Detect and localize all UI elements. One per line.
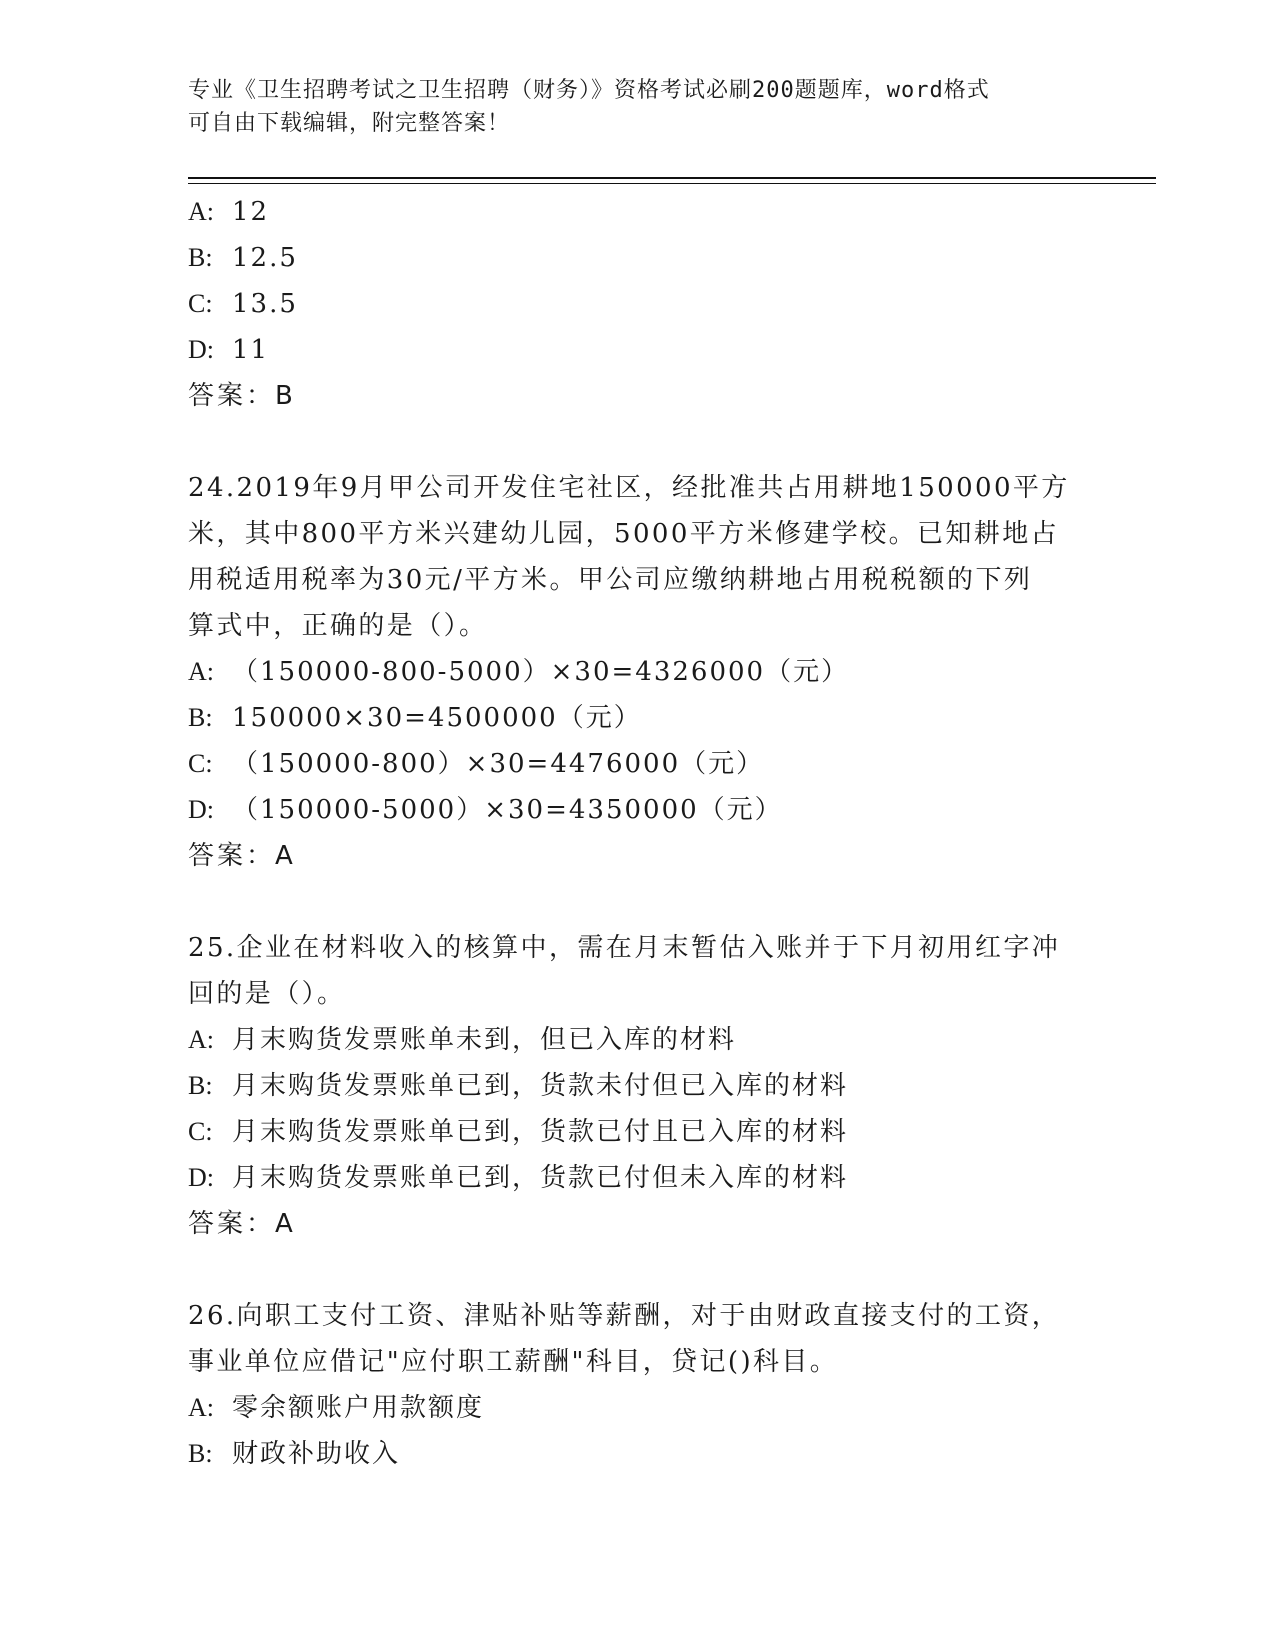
- question-26-block: [188, 1293, 1088, 1477]
- option-letter: A:: [188, 657, 214, 686]
- option-a: [188, 189, 1088, 235]
- option-letter: A:: [188, 1393, 214, 1422]
- question-text: [188, 925, 1088, 1017]
- question-text: [188, 1293, 1088, 1385]
- option-d: [188, 327, 1088, 373]
- option-text: （150000-800）×30=4476000（元）: [232, 749, 765, 779]
- option-b: [188, 235, 1088, 281]
- option-letter: B:: [188, 703, 213, 732]
- option-letter: C:: [188, 749, 213, 778]
- question-text-line: 26.向职工支付工资、津贴补贴等薪酬，对于由财政直接支付的工资，: [188, 1301, 1061, 1331]
- option-letter: C:: [188, 1117, 213, 1146]
- option-d: [188, 1155, 1088, 1201]
- header-line-1: 专业《卫生招聘考试之卫生招聘（财务）》资格考试必刷200题题库，word格式: [188, 78, 990, 103]
- question-list: [188, 189, 1088, 1477]
- option-b: [188, 695, 1088, 741]
- option-letter: D:: [188, 335, 214, 364]
- option-c: [188, 741, 1088, 787]
- question-text-line: 25.企业在材料收入的核算中，需在月末暂估入账并于下月初用红字冲: [188, 933, 1061, 963]
- question-text-line: 回的是（）。: [188, 979, 346, 1009]
- option-text: 月末购货发票账单已到，货款已付但未入库的材料: [232, 1163, 849, 1193]
- option-text: 月末购货发票账单已到，货款未付但已入库的材料: [232, 1071, 849, 1101]
- option-letter: B:: [188, 1439, 213, 1468]
- header-line-2: 可自由下载编辑，附完整答案！: [188, 111, 511, 136]
- option-text: 150000×30=4500000（元）: [232, 703, 642, 733]
- option-text: 月末购货发票账单未到，但已入库的材料: [232, 1025, 737, 1055]
- option-text: 月末购货发票账单已到，货款已付且已入库的材料: [232, 1117, 849, 1147]
- option-letter: A:: [188, 197, 214, 226]
- option-b: [188, 1431, 1088, 1477]
- answer-line: 答案：A: [188, 1209, 296, 1239]
- option-a: [188, 1017, 1088, 1063]
- option-letter: A:: [188, 1025, 214, 1054]
- answer-line: 答案：B: [188, 381, 296, 411]
- question-23-block: [188, 189, 1088, 419]
- option-c: [188, 281, 1088, 327]
- page-header: [188, 74, 1068, 140]
- question-text-line: 事业单位应借记"应付职工薪酬"科目，贷记()科目。: [188, 1347, 839, 1377]
- header-divider-thick: [188, 177, 1156, 179]
- option-text: 12.5: [232, 243, 298, 273]
- option-d: [188, 787, 1088, 833]
- answer-line: 答案：A: [188, 841, 296, 871]
- option-text: 11: [232, 335, 270, 365]
- option-text: 12: [232, 197, 270, 227]
- option-letter: D:: [188, 1163, 214, 1192]
- option-text: 13.5: [232, 289, 298, 319]
- question-text-line: 米，其中800平方米兴建幼儿园，5000平方米修建学校。已知耕地占: [188, 519, 1059, 549]
- question-text-line: 用税适用税率为30元/平方米。甲公司应缴纳耕地占用税税额的下列: [188, 565, 1033, 595]
- question-text: [188, 465, 1088, 649]
- option-letter: B:: [188, 243, 213, 272]
- option-b: [188, 1063, 1088, 1109]
- question-text-line: 算式中，正确的是（）。: [188, 611, 488, 641]
- header-divider-thin: [188, 183, 1156, 184]
- question-24-block: [188, 465, 1088, 879]
- option-letter: B:: [188, 1071, 213, 1100]
- option-text: 零余额账户用款额度: [232, 1393, 485, 1423]
- option-a: [188, 1385, 1088, 1431]
- option-letter: D:: [188, 795, 214, 824]
- option-text: （150000-5000）×30=4350000（元）: [232, 795, 783, 825]
- option-text: （150000-800-5000）×30=4326000（元）: [232, 657, 850, 687]
- option-text: 财政补助收入: [232, 1439, 401, 1469]
- question-text-line: 24.2019年9月甲公司开发住宅社区，经批准共占用耕地150000平方: [188, 473, 1070, 503]
- option-a: [188, 649, 1088, 695]
- option-letter: C:: [188, 289, 213, 318]
- option-c: [188, 1109, 1088, 1155]
- question-25-block: [188, 925, 1088, 1247]
